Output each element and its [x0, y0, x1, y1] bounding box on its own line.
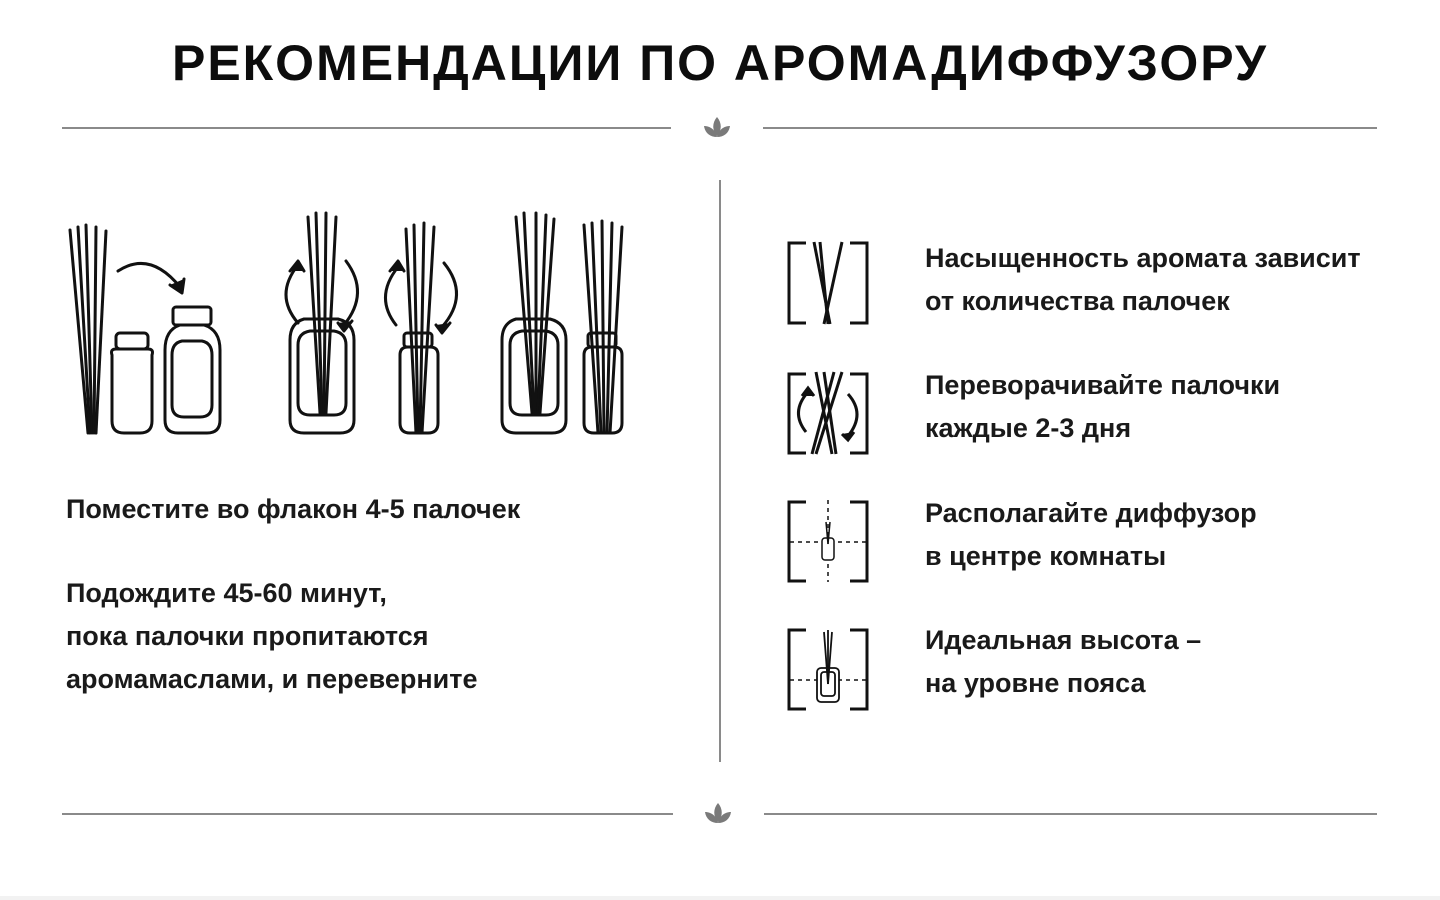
leaf-icon — [703, 800, 733, 830]
small-bottle-icon — [112, 333, 153, 433]
tip-sticks-quantity — [925, 237, 1361, 323]
step-two-line: пока палочки пропитаются — [66, 621, 429, 651]
step-two-line: аромамаслами, и переверните — [66, 664, 478, 694]
diffuser-steps-illustration — [60, 205, 640, 445]
bottom-edge-band — [0, 896, 1440, 900]
vertical-divider — [719, 180, 721, 762]
tip-line: от количества палочек — [925, 286, 1230, 316]
step-two-text — [66, 572, 478, 701]
tip-line: Идеальная высота – — [925, 625, 1202, 655]
top-divider-right — [763, 127, 1377, 129]
waist-height-icon — [786, 626, 870, 712]
step-one-text: Поместите во флакон 4-5 палочек — [66, 494, 521, 524]
flip-sticks-icon — [786, 370, 870, 456]
tip-room-center — [925, 492, 1257, 578]
diffuser-bottle-icon — [165, 307, 220, 433]
loose-sticks-icon — [70, 225, 106, 433]
tip-waist-height — [925, 619, 1201, 705]
step-two-line: Подождите 45-60 минут, — [66, 578, 387, 608]
slim-diffuser-rotate-icon — [385, 223, 456, 433]
tip-flip-sticks — [925, 364, 1280, 450]
tip-line: каждые 2-3 дня — [925, 413, 1132, 443]
bottom-divider-left — [62, 813, 673, 815]
tip-line: Переворачивайте палочки — [925, 370, 1281, 400]
tip-line: Располагайте диффузор — [925, 498, 1257, 528]
tip-line: Насыщенность аромата зависит — [925, 243, 1361, 273]
diffuser-final-icon — [502, 213, 566, 433]
diffuser-with-sticks-icon — [286, 213, 358, 433]
top-divider-left — [62, 127, 671, 129]
leaf-icon — [702, 114, 732, 144]
arrow-icon — [118, 263, 180, 287]
tip-line: на уровне пояса — [925, 668, 1146, 698]
tip-line: в центре комнаты — [925, 541, 1167, 571]
center-room-icon — [786, 498, 870, 584]
sticks-bracket-icon — [786, 240, 870, 326]
page-title: РЕКОМЕНДАЦИИ ПО АРОМАДИФФУЗОРУ — [171, 35, 1269, 91]
slim-diffuser-final-icon — [584, 221, 622, 433]
bottom-divider-right — [764, 813, 1377, 815]
